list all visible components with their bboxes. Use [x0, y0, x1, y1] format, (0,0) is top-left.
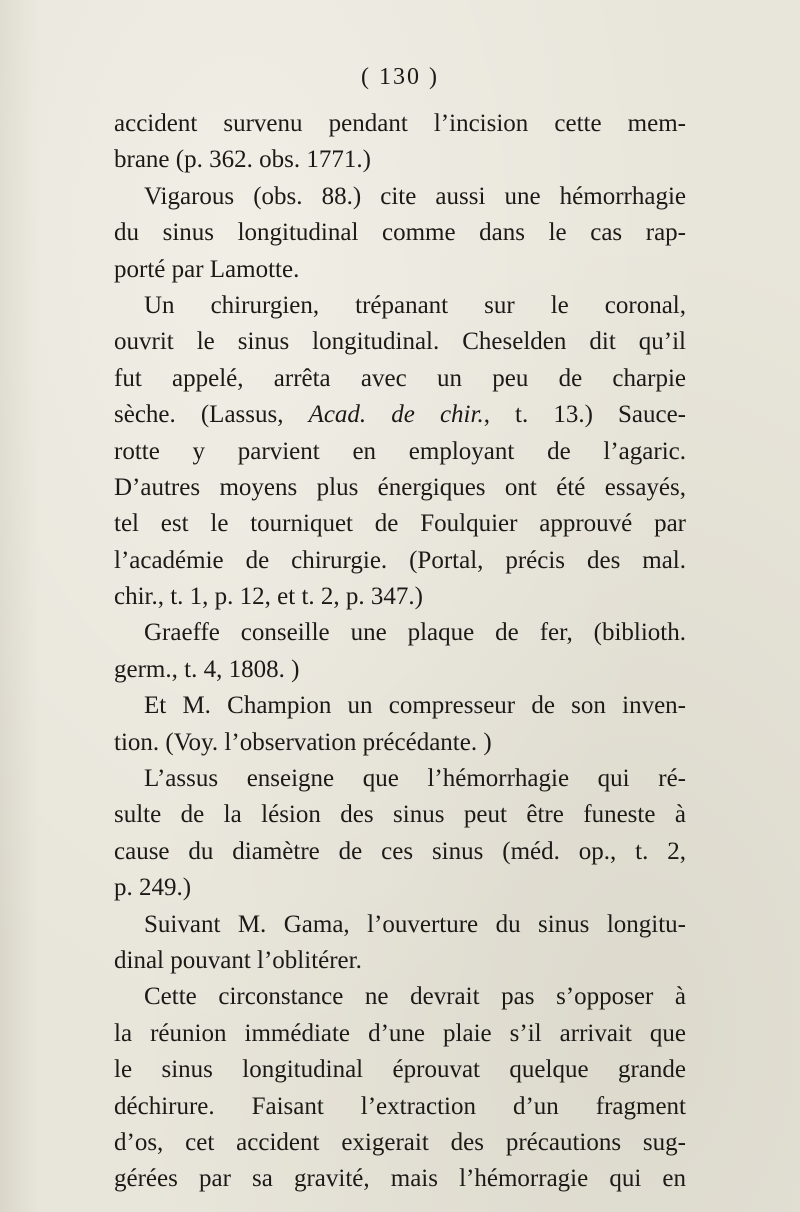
- text-line: cause du diamètre de ces sinus (méd. op., t. 2,: [114, 837, 686, 865]
- text-line: déchirure. Faisant l’extraction d’un fragment: [114, 1092, 686, 1120]
- text-line: Vigarous (obs. 88.) cite aussi une hémorrhagie: [144, 182, 686, 210]
- text-line: brane (p. 362. obs. 1771.): [114, 146, 371, 174]
- text-line: p. 249.): [114, 874, 192, 902]
- text-line: Cette circonstance ne devrait pas s’opposer à: [144, 983, 686, 1011]
- text-line: fut appelé, arrêta avec un peu de charpie: [114, 364, 686, 392]
- text-line: germ., t. 4, 1808. ): [114, 655, 300, 683]
- text-line: d’os, cet accident exigerait des précautions sug-: [114, 1128, 686, 1156]
- text-line: gérées par sa gravité, mais l’hémorragie qui en: [114, 1165, 686, 1193]
- text-line: accident survenu pendant l’incision cette mem-: [114, 110, 686, 137]
- italic-text: Acad. de chir.: [308, 401, 484, 429]
- body-text: [114, 106, 686, 1198]
- text-line: rotte y parvient en employant de l’agaric.: [114, 437, 686, 465]
- text-line: le sinus longitudinal éprouvat quelque grande: [114, 1056, 686, 1084]
- text-line: Et M. Champion un compresseur de son inven-: [144, 692, 686, 720]
- text-line: tion. (Voy. l’observation précédante. ): [114, 728, 492, 756]
- text-line: Un chirurgien, trépanant sur le coronal,: [144, 291, 686, 319]
- text-line: chir., t. 1, p. 12, et t. 2, p. 347.): [114, 583, 423, 611]
- text-line: Graeffe conseille une plaque de fer, (biblioth.: [144, 619, 686, 647]
- text-line: l’académie de chirurgie. (Portal, précis des mal.: [114, 546, 686, 574]
- text-line: Suivant M. Gama, l’ouverture du sinus longitu-: [144, 910, 686, 938]
- page-number: ( 130 ): [361, 64, 439, 90]
- text-line: ouvrit le sinus longitudinal. Cheselden dit qu’il: [114, 328, 686, 356]
- text-line: porté par Lamotte.: [114, 255, 300, 283]
- text-line: la réunion immédiate d’une plaie s’il arrivait que: [114, 1019, 686, 1047]
- text-line: sèche. (Lassus, Acad. de chir., t. 13.) Sauce-: [114, 401, 686, 429]
- text-line: D’autres moyens plus énergiques ont été essayés,: [114, 473, 686, 501]
- text-line: sulte de la lésion des sinus peut être funeste à: [114, 801, 686, 829]
- text-line: dinal pouvant l’oblitérer.: [114, 946, 362, 974]
- text-line: du sinus longitudinal comme dans le cas rap-: [114, 219, 686, 247]
- text-line: L’assus enseigne que l’hémorrhagie qui ré-: [144, 765, 686, 793]
- text-line: tel est le tourniquet de Foulquier approuvé par: [114, 510, 686, 538]
